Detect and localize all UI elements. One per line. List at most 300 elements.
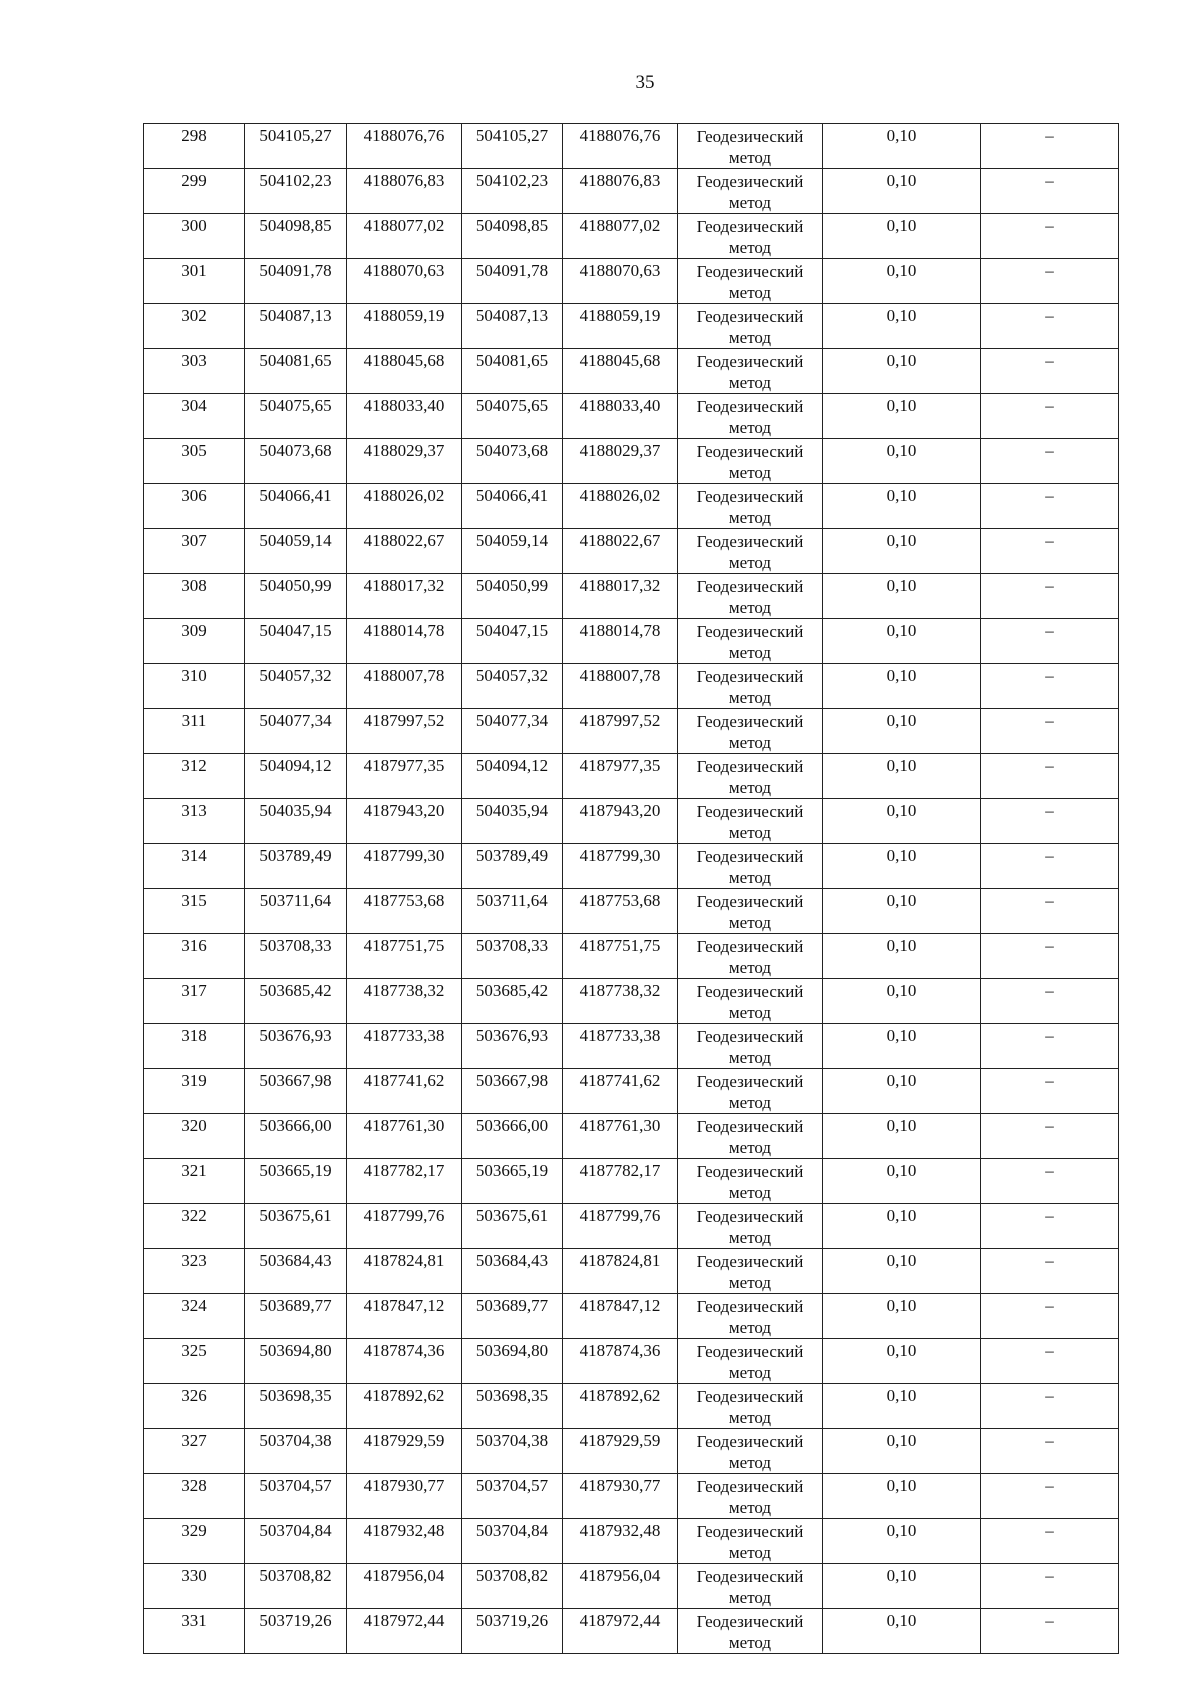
x-coordinate-repeat-cell: [462, 574, 563, 619]
accuracy-text: 0,10: [886, 531, 917, 550]
table-row: [144, 1474, 1119, 1519]
note-text: –: [1045, 1386, 1054, 1405]
x-coordinate-cell: [245, 619, 347, 664]
x-coordinate-repeat-text: 503667,98: [475, 1071, 549, 1090]
point-number-text: 324: [181, 1296, 207, 1315]
accuracy-text: 0,10: [886, 711, 917, 730]
table-body: [144, 124, 1119, 1654]
y-coordinate-text: 4188076,76: [363, 126, 445, 145]
x-coordinate-cell: [245, 1159, 347, 1204]
point-number-cell: [144, 709, 245, 754]
point-number-text: 316: [181, 936, 207, 955]
x-coordinate-cell: [245, 439, 347, 484]
accuracy-cell: [823, 1024, 981, 1069]
table-row: [144, 664, 1119, 709]
y-coordinate-text: 4187799,30: [363, 846, 445, 865]
y-coordinate-repeat-text: 4187997,52: [579, 711, 661, 730]
accuracy-text: 0,10: [886, 486, 917, 505]
table-row: [144, 169, 1119, 214]
x-coordinate-repeat-cell: [462, 259, 563, 304]
method-cell: [678, 169, 823, 214]
note-cell: [981, 979, 1119, 1024]
table-row: [144, 259, 1119, 304]
x-coordinate-repeat-text: 503684,43: [475, 1251, 549, 1270]
table-row: [144, 529, 1119, 574]
point-number-cell: [144, 619, 245, 664]
accuracy-cell: [823, 214, 981, 259]
point-number-text: 329: [181, 1521, 207, 1540]
x-coordinate-repeat-cell: [462, 439, 563, 484]
x-coordinate-repeat-text: 503676,93: [475, 1026, 549, 1045]
table-row: [144, 709, 1119, 754]
note-text: –: [1045, 126, 1054, 145]
accuracy-text: 0,10: [886, 981, 917, 1000]
y-coordinate-text: 4187824,81: [363, 1251, 445, 1270]
y-coordinate-text: 4187733,38: [363, 1026, 445, 1045]
table-row: [144, 1429, 1119, 1474]
table-row: [144, 124, 1119, 169]
x-coordinate-repeat-text: 503689,77: [475, 1296, 549, 1315]
accuracy-text: 0,10: [886, 1431, 917, 1450]
note-text: –: [1045, 1521, 1054, 1540]
y-coordinate-repeat-text: 4187824,81: [579, 1251, 661, 1270]
y-coordinate-cell: [347, 169, 462, 214]
x-coordinate-repeat-text: 503675,61: [475, 1206, 549, 1225]
y-coordinate-text: 4187929,59: [363, 1431, 445, 1450]
x-coordinate-repeat-cell: [462, 1114, 563, 1159]
x-coordinate-cell: [245, 844, 347, 889]
point-number-text: 306: [181, 486, 207, 505]
x-coordinate-cell: [245, 1609, 347, 1654]
point-number-text: 314: [181, 846, 207, 865]
note-text: –: [1045, 441, 1054, 460]
note-text: –: [1045, 1476, 1054, 1495]
y-coordinate-repeat-cell: [563, 1249, 678, 1294]
method-cell: [678, 574, 823, 619]
table-row: [144, 439, 1119, 484]
accuracy-text: 0,10: [886, 666, 917, 685]
x-coordinate-cell: [245, 1024, 347, 1069]
method-cell: [678, 259, 823, 304]
x-coordinate-text: 503675,61: [259, 1206, 332, 1225]
x-coordinate-text: 504066,41: [259, 486, 332, 505]
point-number-cell: [144, 1249, 245, 1294]
y-coordinate-cell: [347, 304, 462, 349]
method-text: Геодезический метод: [696, 127, 804, 167]
method-text: Геодезический метод: [696, 217, 804, 257]
x-coordinate-repeat-text: 503704,57: [475, 1476, 549, 1495]
y-coordinate-repeat-cell: [563, 1564, 678, 1609]
x-coordinate-text: 504081,65: [259, 351, 332, 370]
x-coordinate-repeat-cell: [462, 1294, 563, 1339]
x-coordinate-cell: [245, 169, 347, 214]
x-coordinate-repeat-text: 503719,26: [475, 1611, 549, 1630]
table-row: [144, 1384, 1119, 1429]
x-coordinate-repeat-text: 504087,13: [475, 306, 549, 325]
method-text: Геодезический метод: [696, 622, 804, 662]
note-text: –: [1045, 1296, 1054, 1315]
x-coordinate-text: 504073,68: [259, 441, 332, 460]
method-text: Геодезический метод: [696, 532, 804, 572]
y-coordinate-cell: [347, 709, 462, 754]
x-coordinate-text: 503689,77: [259, 1296, 332, 1315]
x-coordinate-text: 503704,57: [259, 1476, 332, 1495]
method-cell: [678, 1339, 823, 1384]
y-coordinate-repeat-cell: [563, 1159, 678, 1204]
point-number-cell: [144, 304, 245, 349]
accuracy-cell: [823, 439, 981, 484]
y-coordinate-repeat-cell: [563, 754, 678, 799]
accuracy-cell: [823, 1294, 981, 1339]
method-cell: [678, 1429, 823, 1474]
y-coordinate-repeat-text: 4187741,62: [579, 1071, 661, 1090]
y-coordinate-repeat-text: 4187930,77: [579, 1476, 661, 1495]
accuracy-text: 0,10: [886, 261, 917, 280]
note-cell: [981, 1564, 1119, 1609]
y-coordinate-text: 4187956,04: [363, 1566, 445, 1585]
x-coordinate-cell: [245, 1519, 347, 1564]
x-coordinate-text: 504105,27: [259, 126, 332, 145]
y-coordinate-repeat-text: 4187972,44: [579, 1611, 661, 1630]
method-text: Геодезический метод: [696, 1342, 804, 1382]
x-coordinate-repeat-cell: [462, 754, 563, 799]
point-number-cell: [144, 349, 245, 394]
point-number-text: 315: [181, 891, 207, 910]
note-cell: [981, 1024, 1119, 1069]
y-coordinate-repeat-cell: [563, 1474, 678, 1519]
x-coordinate-repeat-cell: [462, 1609, 563, 1654]
table-row: [144, 574, 1119, 619]
y-coordinate-repeat-text: 4187956,04: [579, 1566, 661, 1585]
accuracy-text: 0,10: [886, 1206, 917, 1225]
method-cell: [678, 394, 823, 439]
method-cell: [678, 844, 823, 889]
y-coordinate-text: 4187847,12: [363, 1296, 445, 1315]
note-text: –: [1045, 1341, 1054, 1360]
x-coordinate-repeat-text: 504047,15: [475, 621, 549, 640]
y-coordinate-cell: [347, 799, 462, 844]
method-text: Геодезический метод: [696, 802, 804, 842]
y-coordinate-repeat-text: 4188059,19: [579, 306, 661, 325]
note-cell: [981, 574, 1119, 619]
x-coordinate-text: 503667,98: [259, 1071, 332, 1090]
y-coordinate-repeat-text: 4187874,36: [579, 1341, 661, 1360]
x-coordinate-text: 503704,38: [259, 1431, 332, 1450]
y-coordinate-repeat-text: 4188007,78: [579, 666, 661, 685]
y-coordinate-text: 4188070,63: [363, 261, 445, 280]
accuracy-text: 0,10: [886, 1521, 917, 1540]
note-text: –: [1045, 576, 1054, 595]
point-number-cell: [144, 844, 245, 889]
y-coordinate-cell: [347, 1609, 462, 1654]
table-row: [144, 1339, 1119, 1384]
note-cell: [981, 1339, 1119, 1384]
y-coordinate-repeat-cell: [563, 1519, 678, 1564]
point-number-text: 304: [181, 396, 207, 415]
table-row: [144, 754, 1119, 799]
method-cell: [678, 484, 823, 529]
x-coordinate-text: 504094,12: [259, 756, 332, 775]
method-cell: [678, 304, 823, 349]
point-number-cell: [144, 1609, 245, 1654]
note-text: –: [1045, 1026, 1054, 1045]
accuracy-cell: [823, 349, 981, 394]
point-number-text: 309: [181, 621, 207, 640]
note-cell: [981, 1294, 1119, 1339]
method-cell: [678, 1564, 823, 1609]
point-number-cell: [144, 1204, 245, 1249]
y-coordinate-cell: [347, 979, 462, 1024]
point-number-text: 322: [181, 1206, 207, 1225]
y-coordinate-text: 4188059,19: [363, 306, 445, 325]
method-text: Геодезический метод: [696, 1612, 804, 1652]
y-coordinate-repeat-cell: [563, 1204, 678, 1249]
point-number-cell: [144, 169, 245, 214]
accuracy-cell: [823, 124, 981, 169]
table-row: [144, 844, 1119, 889]
point-number-text: 307: [181, 531, 207, 550]
x-coordinate-text: 503704,84: [259, 1521, 332, 1540]
x-coordinate-text: 504035,94: [259, 801, 332, 820]
accuracy-text: 0,10: [886, 351, 917, 370]
point-number-text: 313: [181, 801, 207, 820]
note-cell: [981, 169, 1119, 214]
x-coordinate-text: 504102,23: [259, 171, 332, 190]
y-coordinate-text: 4188029,37: [363, 441, 445, 460]
y-coordinate-repeat-text: 4187977,35: [579, 756, 661, 775]
y-coordinate-text: 4188022,67: [363, 531, 445, 550]
y-coordinate-text: 4187892,62: [363, 1386, 445, 1405]
note-cell: [981, 844, 1119, 889]
note-text: –: [1045, 891, 1054, 910]
point-number-cell: [144, 439, 245, 484]
y-coordinate-repeat-text: 4187738,32: [579, 981, 661, 1000]
accuracy-cell: [823, 844, 981, 889]
x-coordinate-cell: [245, 484, 347, 529]
method-text: Геодезический метод: [696, 1207, 804, 1247]
method-cell: [678, 754, 823, 799]
accuracy-cell: [823, 979, 981, 1024]
point-number-text: 326: [181, 1386, 207, 1405]
x-coordinate-text: 504057,32: [259, 666, 332, 685]
method-text: Геодезический метод: [696, 1297, 804, 1337]
table-row: [144, 1249, 1119, 1294]
method-cell: [678, 349, 823, 394]
accuracy-cell: [823, 1069, 981, 1114]
table-row: [144, 1609, 1119, 1654]
x-coordinate-repeat-cell: [462, 484, 563, 529]
method-cell: [678, 214, 823, 259]
y-coordinate-cell: [347, 529, 462, 574]
y-coordinate-repeat-text: 4188077,02: [579, 216, 661, 235]
y-coordinate-repeat-cell: [563, 709, 678, 754]
y-coordinate-repeat-text: 4187799,30: [579, 846, 661, 865]
x-coordinate-cell: [245, 394, 347, 439]
accuracy-cell: [823, 1204, 981, 1249]
note-text: –: [1045, 1116, 1054, 1135]
y-coordinate-text: 4188076,83: [363, 171, 445, 190]
y-coordinate-text: 4188017,32: [363, 576, 445, 595]
x-coordinate-repeat-text: 504077,34: [475, 711, 549, 730]
note-cell: [981, 1519, 1119, 1564]
table-row: [144, 934, 1119, 979]
note-text: –: [1045, 1251, 1054, 1270]
note-text: –: [1045, 846, 1054, 865]
accuracy-cell: [823, 1519, 981, 1564]
table-row: [144, 1069, 1119, 1114]
y-coordinate-repeat-text: 4187753,68: [579, 891, 661, 910]
accuracy-cell: [823, 484, 981, 529]
y-coordinate-text: 4187782,17: [363, 1161, 445, 1180]
point-number-text: 298: [181, 126, 207, 145]
method-text: Геодезический метод: [696, 1027, 804, 1067]
y-coordinate-repeat-cell: [563, 1114, 678, 1159]
note-cell: [981, 619, 1119, 664]
x-coordinate-repeat-text: 504035,94: [475, 801, 549, 820]
method-cell: [678, 1249, 823, 1294]
x-coordinate-cell: [245, 1564, 347, 1609]
method-cell: [678, 709, 823, 754]
y-coordinate-repeat-cell: [563, 889, 678, 934]
method-cell: [678, 934, 823, 979]
x-coordinate-repeat-cell: [462, 1564, 563, 1609]
x-coordinate-repeat-text: 504050,99: [475, 576, 549, 595]
point-number-text: 321: [181, 1161, 207, 1180]
note-cell: [981, 304, 1119, 349]
x-coordinate-text: 504087,13: [259, 306, 332, 325]
x-coordinate-repeat-cell: [462, 1519, 563, 1564]
method-text: Геодезический метод: [696, 982, 804, 1022]
y-coordinate-repeat-text: 4188029,37: [579, 441, 661, 460]
y-coordinate-repeat-text: 4188033,40: [579, 396, 661, 415]
point-number-text: 305: [181, 441, 207, 460]
y-coordinate-repeat-cell: [563, 439, 678, 484]
note-cell: [981, 799, 1119, 844]
accuracy-cell: [823, 799, 981, 844]
y-coordinate-repeat-text: 4188076,76: [579, 126, 661, 145]
accuracy-cell: [823, 754, 981, 799]
y-coordinate-repeat-cell: [563, 934, 678, 979]
y-coordinate-cell: [347, 1204, 462, 1249]
y-coordinate-text: 4187930,77: [363, 1476, 445, 1495]
table-row: [144, 889, 1119, 934]
y-coordinate-repeat-text: 4187782,17: [579, 1161, 661, 1180]
x-coordinate-repeat-text: 503789,49: [475, 846, 549, 865]
point-number-text: 328: [181, 1476, 207, 1495]
x-coordinate-repeat-cell: [462, 799, 563, 844]
accuracy-text: 0,10: [886, 846, 917, 865]
table-row: [144, 304, 1119, 349]
method-cell: [678, 619, 823, 664]
y-coordinate-text: 4187977,35: [363, 756, 445, 775]
note-text: –: [1045, 396, 1054, 415]
accuracy-cell: [823, 1249, 981, 1294]
note-text: –: [1045, 1566, 1054, 1585]
x-coordinate-repeat-cell: [462, 1024, 563, 1069]
x-coordinate-cell: [245, 799, 347, 844]
accuracy-cell: [823, 709, 981, 754]
point-number-cell: [144, 484, 245, 529]
table-row: [144, 799, 1119, 844]
point-number-cell: [144, 754, 245, 799]
y-coordinate-cell: [347, 754, 462, 799]
y-coordinate-cell: [347, 1159, 462, 1204]
accuracy-text: 0,10: [886, 1386, 917, 1405]
point-number-text: 310: [181, 666, 207, 685]
y-coordinate-repeat-text: 4187932,48: [579, 1521, 661, 1540]
method-text: Геодезический метод: [696, 847, 804, 887]
x-coordinate-repeat-cell: [462, 124, 563, 169]
x-coordinate-repeat-text: 503704,38: [475, 1431, 549, 1450]
point-number-cell: [144, 394, 245, 439]
point-number-text: 319: [181, 1071, 207, 1090]
y-coordinate-repeat-text: 4188076,83: [579, 171, 661, 190]
x-coordinate-cell: [245, 574, 347, 619]
point-number-text: 320: [181, 1116, 207, 1135]
method-cell: [678, 1024, 823, 1069]
x-coordinate-repeat-text: 504057,32: [475, 666, 549, 685]
x-coordinate-repeat-text: 503704,84: [475, 1521, 549, 1540]
y-coordinate-repeat-cell: [563, 844, 678, 889]
table-row: [144, 1294, 1119, 1339]
method-cell: [678, 1384, 823, 1429]
y-coordinate-cell: [347, 394, 462, 439]
point-number-cell: [144, 124, 245, 169]
x-coordinate-repeat-text: 504091,78: [475, 261, 549, 280]
note-text: –: [1045, 666, 1054, 685]
accuracy-cell: [823, 1474, 981, 1519]
x-coordinate-cell: [245, 124, 347, 169]
note-text: –: [1045, 711, 1054, 730]
point-number-text: 330: [181, 1566, 207, 1585]
point-number-cell: [144, 574, 245, 619]
note-cell: [981, 889, 1119, 934]
y-coordinate-repeat-text: 4187751,75: [579, 936, 661, 955]
x-coordinate-cell: [245, 1429, 347, 1474]
accuracy-cell: [823, 934, 981, 979]
x-coordinate-repeat-cell: [462, 1159, 563, 1204]
accuracy-text: 0,10: [886, 126, 917, 145]
x-coordinate-repeat-cell: [462, 664, 563, 709]
note-text: –: [1045, 1611, 1054, 1630]
x-coordinate-repeat-cell: [462, 1429, 563, 1474]
accuracy-text: 0,10: [886, 1071, 917, 1090]
method-text: Геодезический метод: [696, 1117, 804, 1157]
y-coordinate-text: 4188033,40: [363, 396, 445, 415]
y-coordinate-repeat-cell: [563, 484, 678, 529]
method-text: Геодезический метод: [696, 892, 804, 932]
accuracy-text: 0,10: [886, 1116, 917, 1135]
note-cell: [981, 709, 1119, 754]
note-cell: [981, 394, 1119, 439]
accuracy-cell: [823, 1564, 981, 1609]
accuracy-cell: [823, 574, 981, 619]
note-text: –: [1045, 981, 1054, 1000]
y-coordinate-cell: [347, 124, 462, 169]
point-number-cell: [144, 529, 245, 574]
y-coordinate-repeat-cell: [563, 124, 678, 169]
y-coordinate-repeat-cell: [563, 259, 678, 304]
y-coordinate-repeat-cell: [563, 979, 678, 1024]
note-text: –: [1045, 621, 1054, 640]
x-coordinate-cell: [245, 1384, 347, 1429]
y-coordinate-repeat-cell: [563, 1339, 678, 1384]
y-coordinate-text: 4188014,78: [363, 621, 445, 640]
y-coordinate-text: 4187799,76: [363, 1206, 445, 1225]
y-coordinate-repeat-cell: [563, 1609, 678, 1654]
y-coordinate-cell: [347, 844, 462, 889]
point-number-text: 323: [181, 1251, 207, 1270]
